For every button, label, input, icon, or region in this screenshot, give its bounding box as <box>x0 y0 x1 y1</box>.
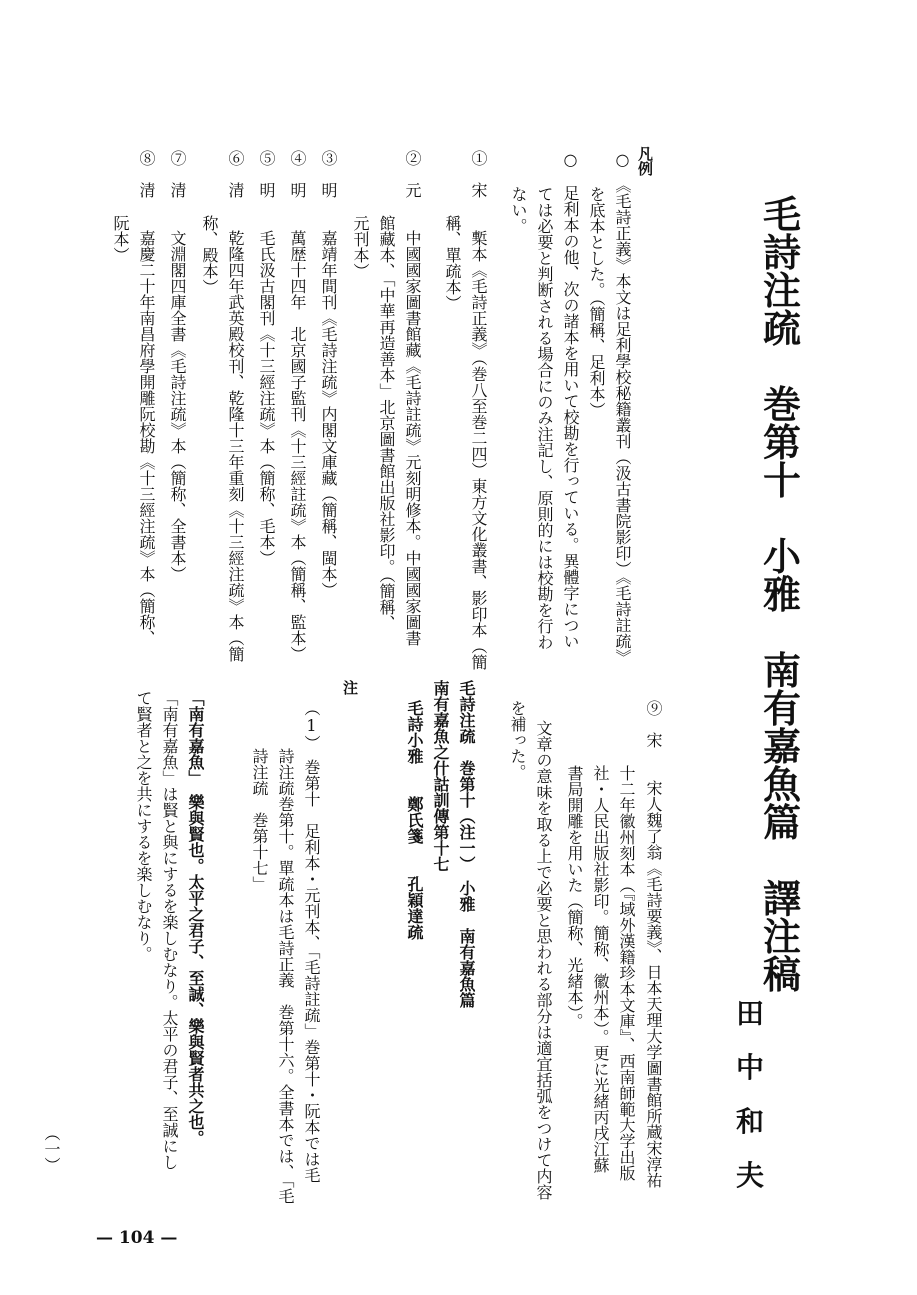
text-column: 凡例 <box>636 146 654 176</box>
text-column: ⑧ 清 嘉慶二十年南昌府學開雕阮校勘《十三經注疏》本（簡称、 <box>137 150 156 646</box>
title-char: 稿 <box>762 952 801 997</box>
text-column: 毛詩小雅 鄭氏箋 孔穎達疏 <box>405 700 424 940</box>
title-char <box>763 500 801 538</box>
text-column: ては必要と判断される場合にのみ注記し、原則的には校勘を行わ <box>535 186 554 650</box>
text-column: を補った。 <box>508 700 527 780</box>
title-char: 毛 <box>762 192 801 237</box>
title-char: 詩 <box>762 230 801 275</box>
text-column: 館藏本、「中華再造善本」北京圖書館出版社影印。（簡稱、 <box>377 215 396 631</box>
text-column: 元刊本） <box>351 215 370 279</box>
title-char: 魚 <box>762 762 801 807</box>
title-char: 十 <box>762 458 801 503</box>
title-char: 注 <box>762 268 801 313</box>
text-column: 「南有嘉魚」は賢と與にするを楽しむなり。太平の君子、至誠にし <box>160 690 179 1170</box>
text-column: て賢者と之を共にするを楽しむなり。 <box>134 690 153 962</box>
text-column: 「南有嘉魚」 樂與賢也。太平之君子、至誠、樂與賢者共之也。 <box>186 690 205 1146</box>
article-title <box>758 192 806 997</box>
title-char: 譯 <box>762 876 801 921</box>
text-column: ③ 明 嘉靖年間刊《毛詩注疏》内閣文庫藏（簡稱、閩本） <box>319 150 338 598</box>
title-char: 南 <box>762 648 801 693</box>
title-char <box>763 842 801 880</box>
title-char: 第 <box>762 420 801 465</box>
text-column: （1） 巻第十 足利本・元刊本、「毛詩註疏」巻第十・阮本では毛 <box>302 700 321 1183</box>
title-char: 嘉 <box>762 724 801 769</box>
text-column: ない。 <box>509 186 528 234</box>
text-column: 書局開雕を用いた（簡称、光緒本）。 <box>565 765 584 1029</box>
author-char: 中 <box>735 1051 764 1084</box>
text-column: 文章の意味を取る上で必要と思われる部分は適宜括弧をつけて内容 <box>534 720 553 1200</box>
text-column: 詩注疏 巻第十七」 <box>250 748 269 892</box>
text-column: 詩注疏巻第十。單疏本は毛詩正義 巻第十六。全書本では、「毛 <box>276 748 295 1204</box>
text-column: ⑤ 明 毛氏汲古閣刊《十三經注疏》本（簡称、毛本） <box>257 150 276 566</box>
side-number: （一） <box>42 1125 61 1173</box>
title-char: 雅 <box>762 572 801 617</box>
text-column: 毛詩注疏 巻第十（注一） 小雅 南有嘉魚篇 <box>457 680 476 1008</box>
text-column: 南有嘉魚之什詁訓傳第十七 <box>431 680 450 872</box>
title-char: 小 <box>762 534 801 579</box>
text-column: ② 元 中國國家圖書館藏《毛詩註疏》元刻明修本。中國國家圖書 <box>403 150 422 646</box>
author-name <box>730 997 770 1192</box>
title-char: 注 <box>762 914 801 959</box>
title-char: 巻 <box>762 382 801 427</box>
text-column: を底本とした。（簡稱、足利本） <box>587 186 606 418</box>
text-column: ⑨ 宋 宋人魏了翁《毛詩要義》、日本天理大学圖書館所蔵宋淳祐 <box>644 700 663 1188</box>
text-column: 阮本） <box>111 215 130 263</box>
text-column: 社・人民出版社影印。簡称、徽州本）。更に光緒丙戌江蘇 <box>591 765 610 1173</box>
author-char: 夫 <box>735 1159 764 1192</box>
page-number: — 104 — <box>96 1228 178 1248</box>
author-char: 和 <box>735 1105 764 1138</box>
text-column: ① 宋 槧本《毛詩正義》（巻八至巻二四）東方文化叢書、影印本（簡 <box>469 150 488 670</box>
title-char <box>763 348 801 386</box>
text-column: ○ 《毛詩正義》本文は足利學校秘籍叢刊（汲古書院影印）《毛詩註疏》 <box>613 150 632 665</box>
text-column: 注 <box>341 680 359 695</box>
text-column: ⑥ 清 乾隆四年武英殿校刊、乾隆十三年重刻《十三經注疏》本（簡 <box>226 150 245 662</box>
text-column: 十二年徽州刻本（『域外漢籍珍本文庫』、西南師範大学出版 <box>617 765 636 1181</box>
text-column: ○ 足利本の他、次の諸本を用いて校勘を行っている。異體字につい <box>561 150 580 649</box>
author-char: 田 <box>735 997 764 1030</box>
text-column: ④ 明 萬歴十四年 北京國子監刊《十三經註疏》本（簡稱、監本） <box>288 150 307 662</box>
text-column: ⑦ 清 文淵閣四庫全書《毛詩注疏》本（簡称、全書本） <box>168 150 187 582</box>
text-column: 称、殿本） <box>200 215 219 295</box>
title-char: 疏 <box>762 306 801 351</box>
title-char: 有 <box>762 686 801 731</box>
title-char <box>763 614 801 652</box>
title-char: 篇 <box>762 800 801 845</box>
text-column: 稱、單疏本） <box>443 215 462 311</box>
